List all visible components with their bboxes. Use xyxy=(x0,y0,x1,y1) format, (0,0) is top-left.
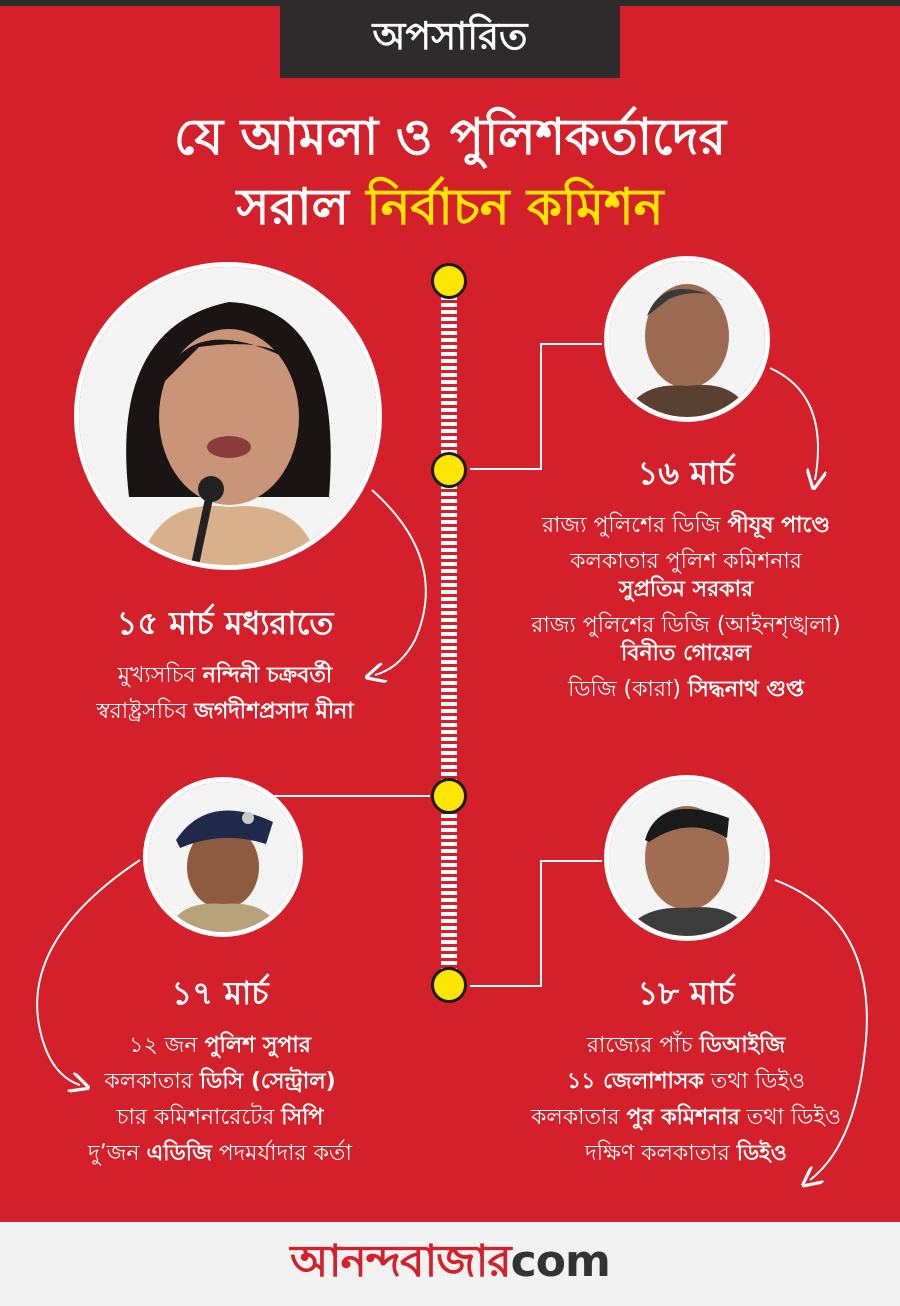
entry-16-march xyxy=(478,448,894,712)
logo-suffix: com xyxy=(510,1235,610,1287)
entry-line: দু’জন এডিজি পদমর্যাদার কর্তা xyxy=(88,1141,352,1166)
portrait-piyush-pandey xyxy=(604,256,770,422)
portrait-nandini-chakraborty xyxy=(74,262,382,570)
entry-line: কলকাতার ডিসি (সেন্ট্রাল) xyxy=(104,1069,336,1094)
entry-date: ১৭ মার্চ xyxy=(171,974,269,1012)
portrait-police-officer xyxy=(143,777,303,937)
entry-date: ১৫ মার্চ মধ্যরাতে xyxy=(116,604,334,642)
entry-line: দক্ষিণ কলকাতার ডিইও xyxy=(585,1141,787,1166)
entry-line: ১২ জন পুলিশ সুপার xyxy=(129,1033,311,1058)
entry-17-march xyxy=(30,968,410,1176)
entry-line: রাজ্য পুলিশের ডিজি (আইনশৃঙ্খলা) বিনীত গোয়েল xyxy=(531,613,841,666)
entry-15-march xyxy=(40,598,410,734)
logo-main: আনন্দবাজার xyxy=(290,1235,511,1287)
portrait-officer-18-march xyxy=(604,775,770,941)
headline-highlight: নির্বাচন কমিশন xyxy=(366,178,664,236)
entry-line: মুখ্যসচিব নন্দিনী চক্রবর্তী xyxy=(117,663,333,688)
entry-date: ১৬ মার্চ xyxy=(637,454,735,492)
headline-line-1: যে আমলা ও পুলিশকর্তাদের xyxy=(174,108,726,166)
entry-line: রাজ্য পুলিশের ডিজি পীযূষ পাণ্ডে xyxy=(541,513,831,538)
entry-line: কলকাতার পুর কমিশনার তথা ডিইও xyxy=(530,1105,842,1130)
category-tag: অপসারিত xyxy=(280,0,620,78)
headline-plain: সরাল xyxy=(236,178,349,236)
brand-logo[interactable] xyxy=(290,1228,610,1301)
entry-line: ডিজি (কারা) সিদ্ধনাথ গুপ্ত xyxy=(568,677,804,702)
entry-18-march xyxy=(478,968,894,1176)
entry-date: ১৮ মার্চ xyxy=(637,974,735,1012)
entry-line: চার কমিশনারেটের সিপি xyxy=(116,1105,324,1130)
entry-line: রাজ্যের পাঁচ ডিআইজি xyxy=(586,1033,786,1058)
entry-line: স্বরাষ্ট্রসচিব জগদীশপ্রসাদ মীনা xyxy=(96,699,354,724)
entry-line: ১১ জেলাশাসক তথা ডিইও xyxy=(566,1069,806,1094)
entry-line: কলকাতার পুলিশ কমিশনার সুপ্রতিম সরকার xyxy=(570,549,802,602)
footer xyxy=(0,1222,900,1306)
